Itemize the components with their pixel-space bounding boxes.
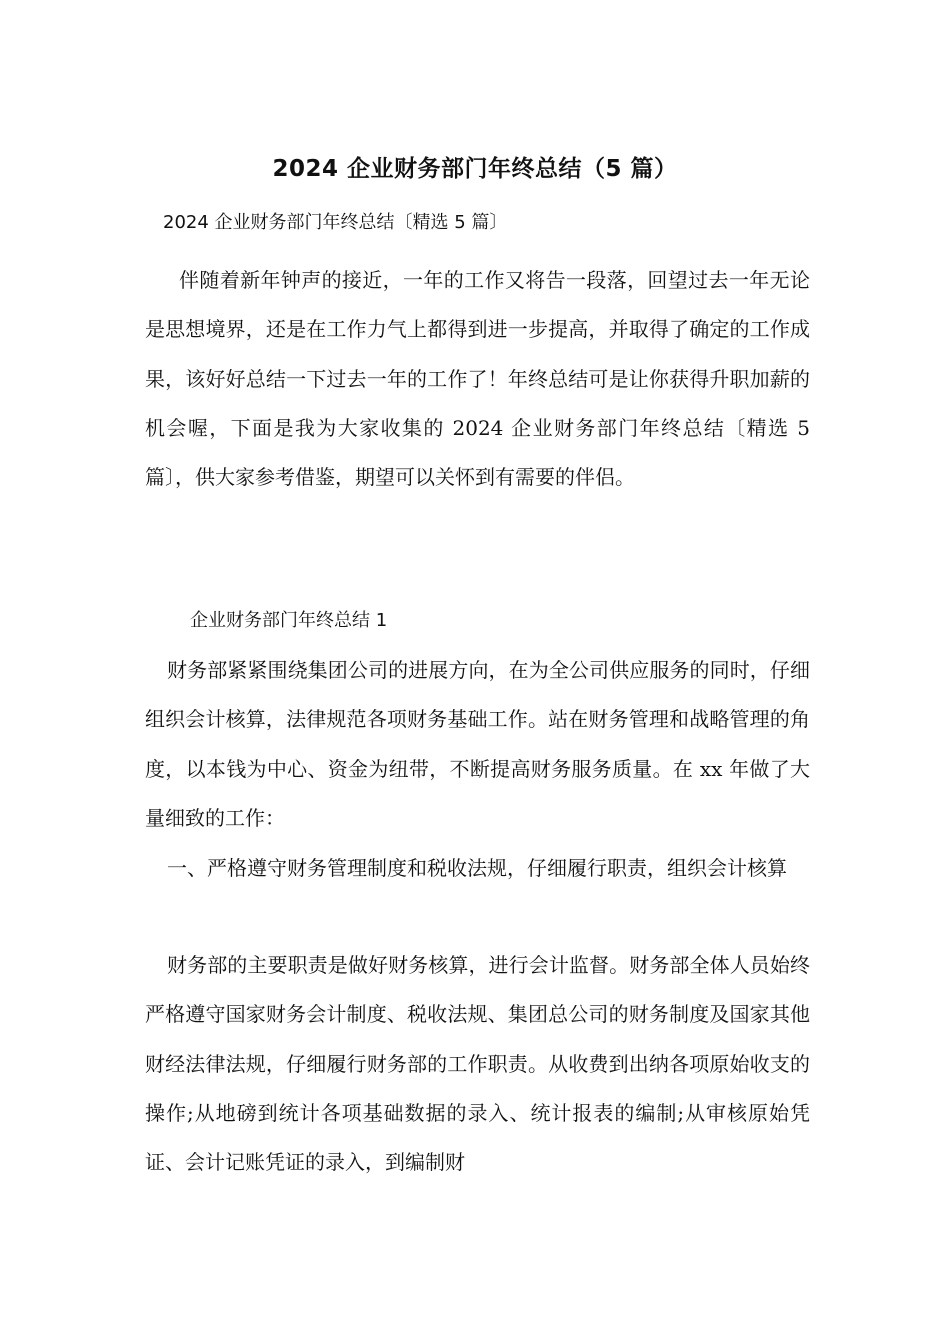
body-paragraph: 一、严格遵守财务管理制度和税收法规，仔细履行职责，组织会计核算 — [167, 856, 787, 880]
section-heading: 企业财务部门年终总结 1 — [190, 610, 388, 631]
body-paragraph: 财务部的主要职责是做好财务核算，进行会计监督。财务部全体人员始终严格遵守国家财务会计制度、税收法规、集团总公司的财务制度及国家其他财经法律法规，仔细履行财务部的工作职责。从收费到出纳各项原始收支的操作;从地磅到统计各项基础数据的录入、统计报表的编制;从审核原始凭证、会计记账凭证的录入，到编制财 — [145, 953, 810, 1175]
document-subtitle: 2024 企业财务部门年终总结〔精选 5 篇〕 — [163, 212, 508, 233]
body-paragraph: 财务部紧紧围绕集团公司的进展方向，在为全公司供应服务的同时，仔细组织会计核算，法律规范各项财务基础工作。站在财务管理和战略管理的角度，以本钱为中心、资金为纽带，不断提高财务服务质量。在 xx 年做了大量细致的工作： — [145, 658, 810, 830]
document-title: 2024 企业财务部门年终总结（5 篇） — [272, 156, 678, 182]
intro-paragraph: 伴随着新年钟声的接近，一年的工作又将告一段落，回望过去一年无论是思想境界，还是在工作力气上都得到进一步提高，并取得了确定的工作成果，该好好总结一下过去一年的工作了！年终总结可是让你获得升职加薪的机会喔，下面是我为大家收集的 2024 企业财务部门年终总结〔精选 5 篇〕，供大家参考借鉴，期望可以关怀到有需要的伴侣。 — [145, 268, 810, 490]
